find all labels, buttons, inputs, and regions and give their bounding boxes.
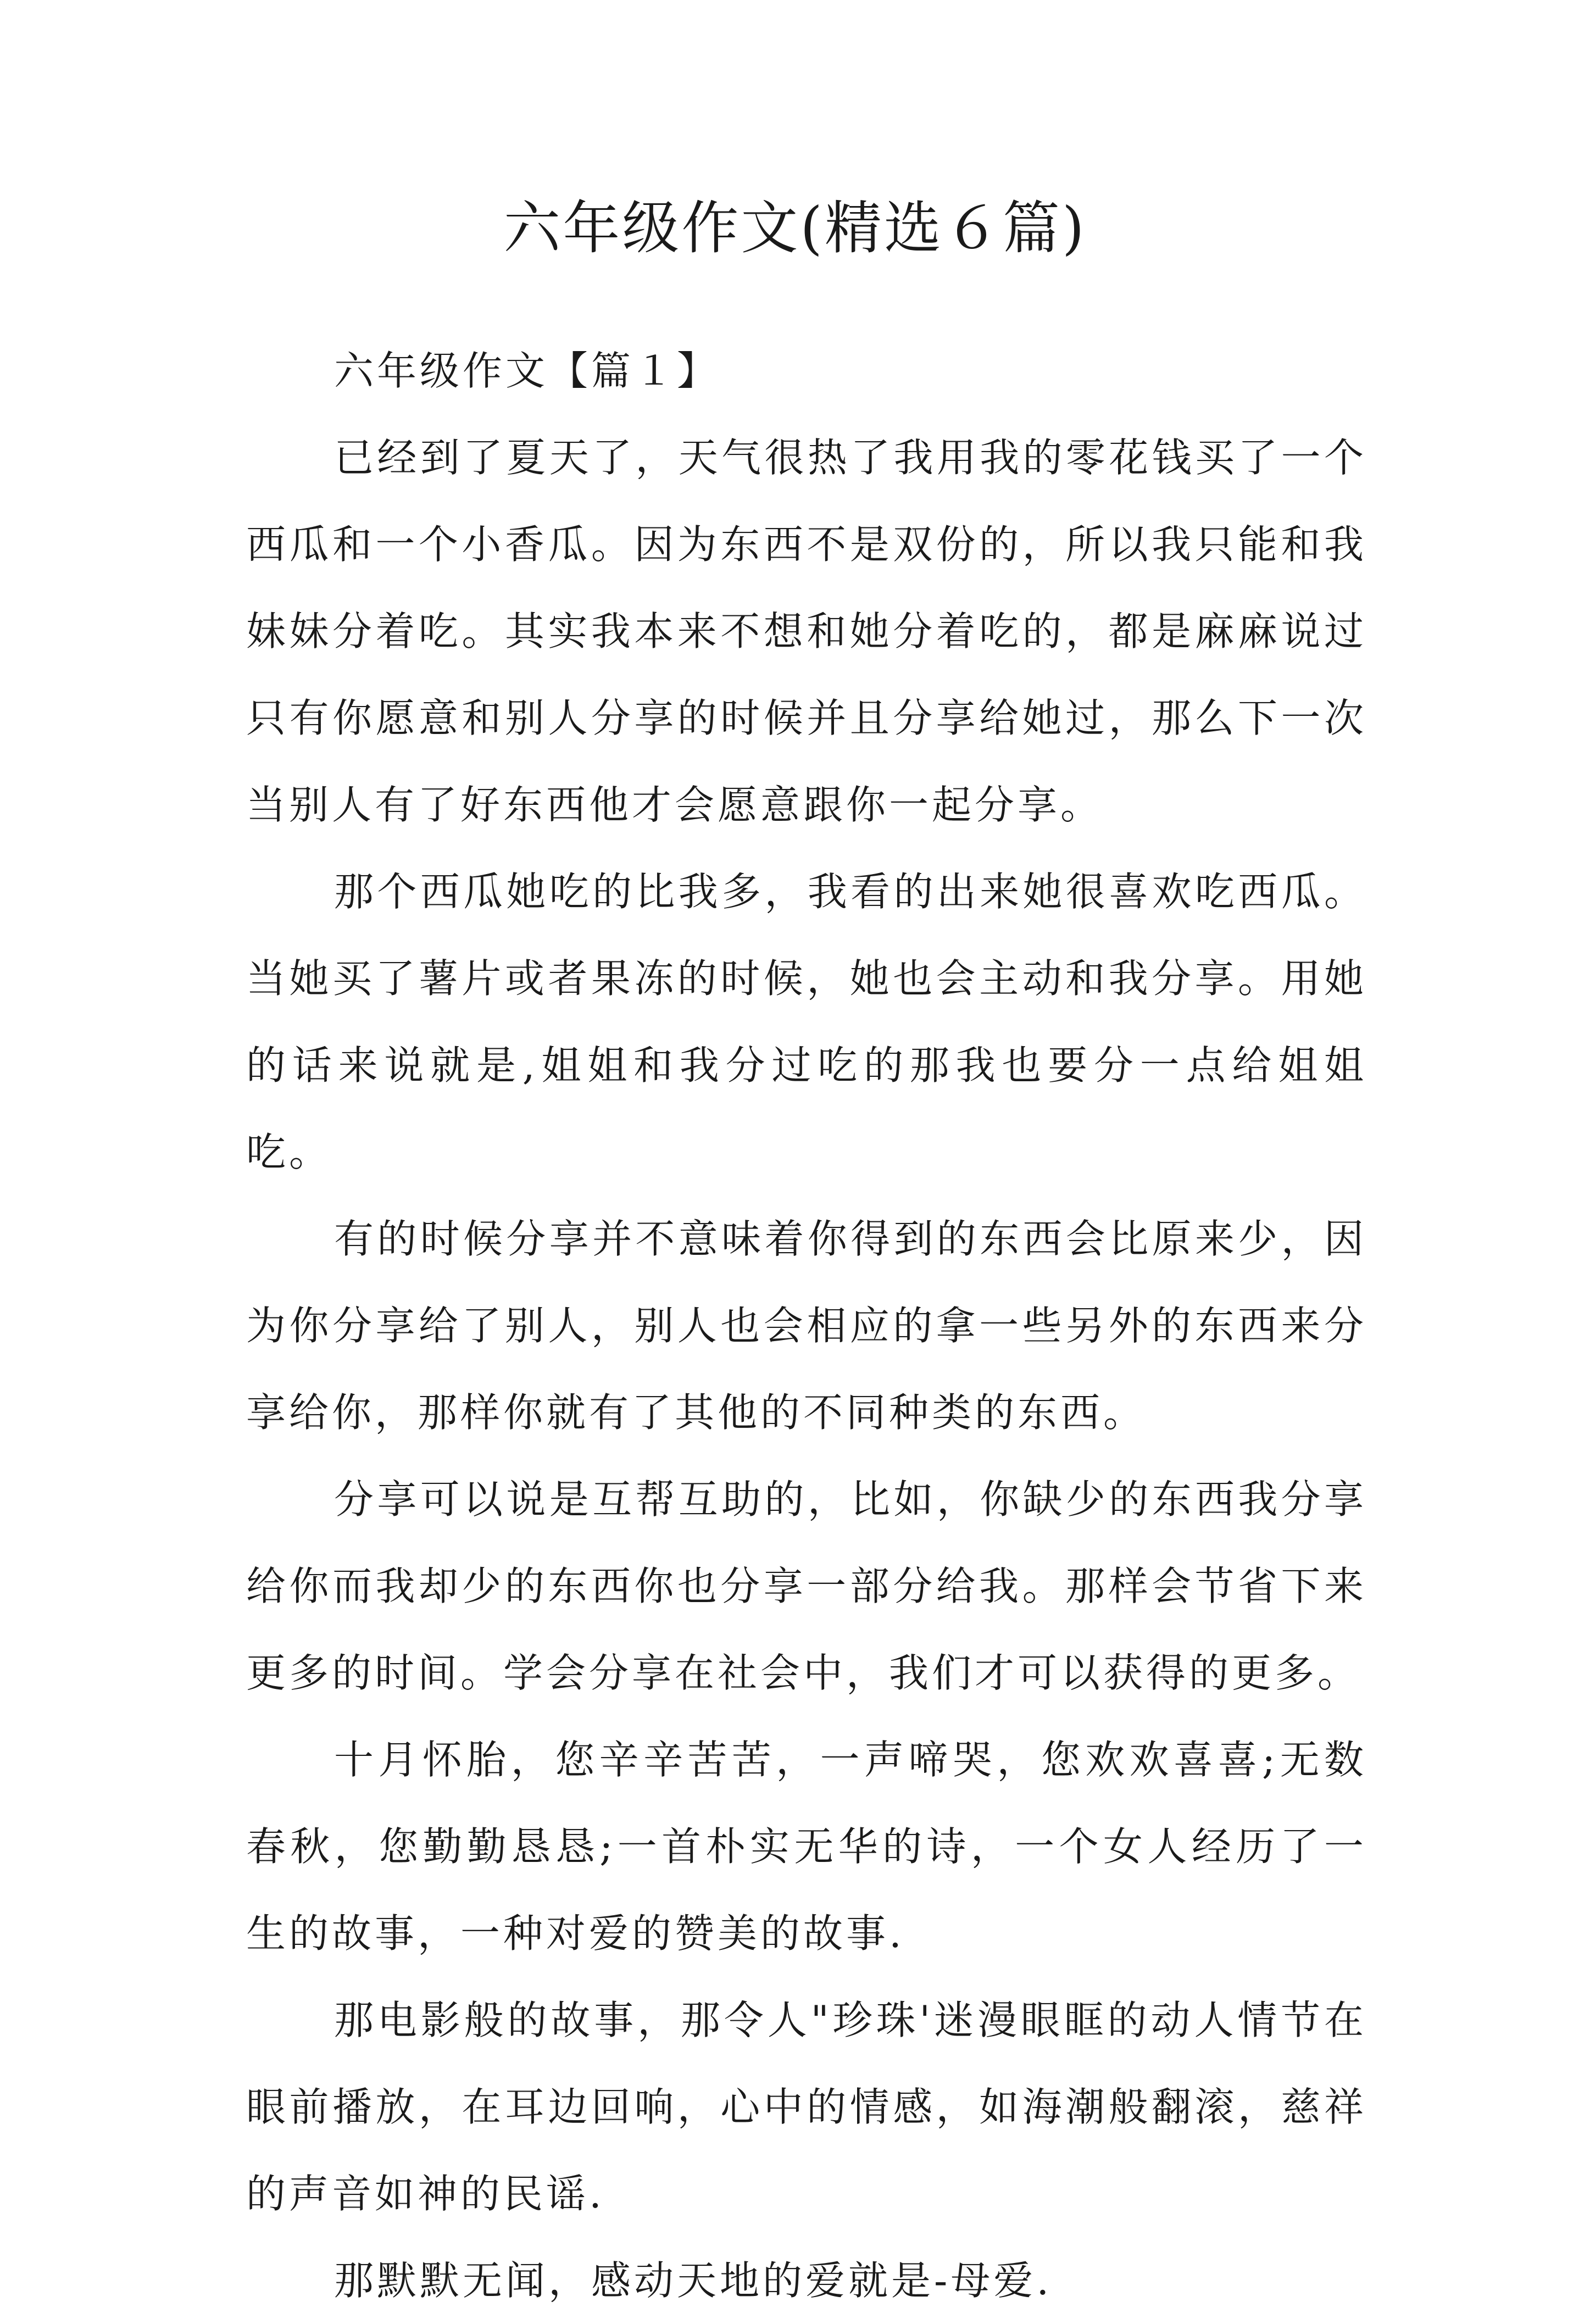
paragraph-2: 那个西瓜她吃的比我多，我看的出来她很喜欢吃西瓜。当她买了薯片或者果冻的时候，她也会主动和我分享。用她的话来说就是,姐姐和我分过吃的那我也要分一点给姐姐吃。 <box>246 869 1367 1175</box>
paragraph-3: 有的时候分享并不意味着你得到的东西会比原来少，因为你分享给了别人，别人也会相应的拿一些另外的东西来分享给你，那样你就有了其他的不同种类的东西。 <box>246 1216 1367 1436</box>
document-body <box>246 327 1367 2324</box>
paragraph-6: 那电影般的故事，那令人"珍珠'迷漫眼眶的动人情节在眼前播放，在耳边回响，心中的情感，如海潮般翻滚，慈祥的声音如神的民谣. <box>246 1997 1367 2217</box>
section-heading: 六年级作文【篇１】 <box>334 348 720 394</box>
paragraph-4: 分享可以说是互帮互助的，比如，你缺少的东西我分享给你而我却少的东西你也分享一部分给我。那样会节省下来更多的时间。学会分享在社会中，我们才可以获得的更多。 <box>246 1476 1367 1696</box>
paragraph-5: 十月怀胎，您辛辛苦苦，一声啼哭，您欢欢喜喜;无数春秋，您勤勤恳恳;一首朴实无华的诗，一个女人经历了一生的故事，一种对爱的赞美的故事. <box>246 1737 1367 1956</box>
paragraph-7: 那默默无闻，感动天地的爱就是-母爱. <box>334 2258 1053 2304</box>
paragraph-1: 已经到了夏天了，天气很热了我用我的零花钱买了一个西瓜和一个小香瓜。因为东西不是双份的，所以我只能和我妹妹分着吃。其实我本来不想和她分着吃的，都是麻麻说过只有你愿意和别人分享的时候并且分享给她过，那么下一次当别人有了好东西他才会愿意跟你一起分享。 <box>246 435 1367 828</box>
document-title: 六年级作文(精选６篇) <box>503 194 1087 262</box>
